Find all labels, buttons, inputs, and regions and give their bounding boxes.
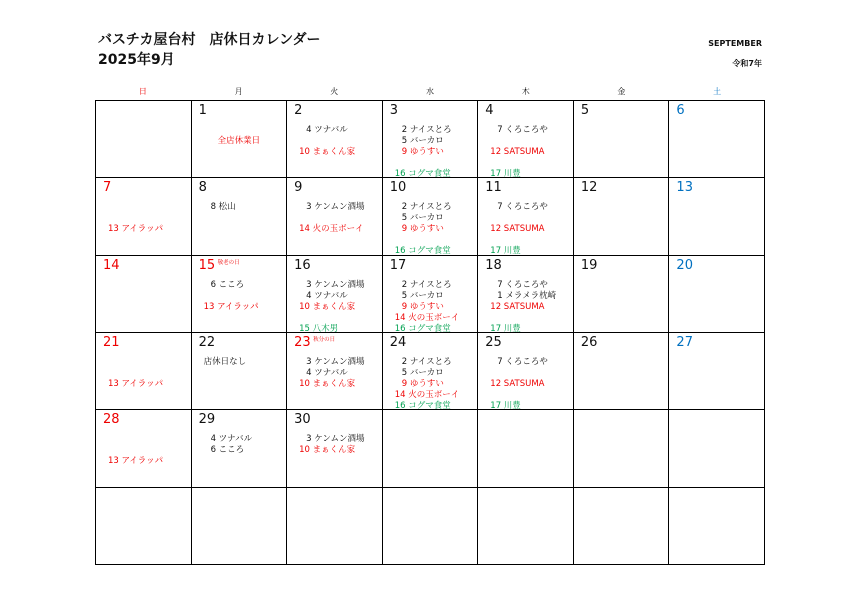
holiday-label: 敬老の日 bbox=[217, 259, 240, 266]
closed-shop-entry: 7 くろころや bbox=[497, 357, 548, 367]
title-month: 2025年9月 bbox=[98, 52, 175, 68]
closed-shop-entry: 13 アイラッパ bbox=[203, 301, 259, 312]
day-cell bbox=[478, 410, 574, 487]
day-cell bbox=[574, 178, 670, 255]
day-number: 25 bbox=[485, 335, 502, 350]
closed-shop-entry: 12 SATSUMA bbox=[490, 301, 545, 312]
day-cell bbox=[669, 101, 765, 178]
day-number: 2 bbox=[294, 103, 303, 118]
closed-shop-entry: 9 ゆうすい bbox=[401, 224, 444, 235]
closed-shop-entry: 5 バーカロ bbox=[401, 368, 444, 378]
closed-shop-entry: 8 松山 bbox=[210, 202, 236, 213]
day-number: 26 bbox=[580, 335, 598, 350]
closed-shop-entry: 16 コグマ食堂 bbox=[394, 401, 451, 411]
day-cell bbox=[669, 410, 765, 487]
closed-shop-entry: 7 くろころや bbox=[497, 279, 548, 290]
day-number: 29 bbox=[198, 412, 216, 428]
closed-shop-entry: 4 ツナバル bbox=[306, 125, 348, 135]
closed-shop-entry: 10 まぁくん家 bbox=[299, 147, 356, 157]
day-number: 7 bbox=[103, 180, 112, 196]
closed-shop-entry: 4 ツナバル bbox=[306, 368, 348, 378]
weekday-fri: 金 bbox=[617, 87, 626, 96]
weekday-header bbox=[95, 86, 765, 100]
closed-shop-entry: 7 くろころや bbox=[497, 202, 548, 213]
day-cell bbox=[287, 101, 383, 178]
closed-shop-entry: 13 アイラッパ bbox=[108, 224, 164, 235]
day-cell bbox=[383, 256, 479, 333]
day-cell bbox=[574, 256, 670, 333]
closed-shop-entry: 6 こころ bbox=[210, 279, 245, 290]
day-cell bbox=[96, 256, 192, 333]
day-number: 15 bbox=[198, 257, 216, 273]
day-number: 22 bbox=[198, 335, 216, 350]
day-cell bbox=[478, 488, 574, 565]
day-number: 16 bbox=[294, 257, 311, 273]
closed-shop-entry: 2 ナイスとろ bbox=[401, 125, 452, 135]
day-cell bbox=[383, 101, 479, 178]
day-cell bbox=[287, 333, 383, 410]
day-number: 6 bbox=[676, 103, 685, 118]
day-cell bbox=[192, 101, 288, 178]
closed-shop-entry: 5 バーカロ bbox=[401, 290, 444, 301]
day-number: 3 bbox=[389, 103, 398, 118]
day-cell bbox=[96, 488, 192, 565]
closed-shop-entry: 2 ナイスとろ bbox=[401, 279, 452, 290]
closed-shop-entry: 13 アイラッパ bbox=[108, 456, 164, 467]
closed-shop-entry: 4 ツナバル bbox=[306, 290, 348, 301]
day-cell bbox=[574, 101, 670, 178]
closed-shop-entry: 9 ゆうすい bbox=[401, 147, 444, 157]
closed-shop-entry: 17 川豊 bbox=[490, 169, 521, 179]
day-number: 11 bbox=[485, 180, 502, 196]
day-number: 19 bbox=[580, 257, 598, 273]
closed-shop-entry: 14 火の玉ボーイ bbox=[394, 312, 460, 323]
day-cell bbox=[383, 333, 479, 410]
day-number: 9 bbox=[294, 180, 303, 196]
day-number: 30 bbox=[294, 412, 311, 428]
day-number: 28 bbox=[103, 412, 120, 428]
closed-shop-entry: 17 川豊 bbox=[490, 323, 521, 333]
day-cell bbox=[574, 410, 670, 487]
day-cell bbox=[192, 333, 288, 410]
month-english: SEPTEMBER bbox=[708, 39, 762, 48]
closed-shop-entry: 3 ケンムン酒場 bbox=[306, 357, 365, 367]
closed-shop-entry: 12 SATSUMA bbox=[490, 379, 545, 389]
day-cell bbox=[478, 333, 574, 410]
day-cell bbox=[192, 256, 288, 333]
weekday-mon: 月 bbox=[234, 87, 243, 96]
day-cell bbox=[574, 488, 670, 565]
closed-shop-entry: 4 ツナバル bbox=[210, 434, 253, 445]
day-cell bbox=[478, 178, 574, 255]
day-number: 12 bbox=[580, 180, 598, 196]
day-cell bbox=[669, 256, 765, 333]
day-number: 23 bbox=[294, 335, 311, 350]
day-cell bbox=[96, 410, 192, 487]
calendar-grid bbox=[95, 100, 765, 565]
header-right bbox=[708, 34, 762, 74]
closed-shop-entry: 12 SATSUMA bbox=[490, 147, 545, 157]
title-shop-name: バスチカ屋台村 店休日カレンダー bbox=[98, 32, 321, 48]
closed-shop-entry: 15 八木男 bbox=[299, 323, 339, 333]
day-number: 24 bbox=[389, 335, 407, 350]
closed-shop-entry: 16 コグマ食堂 bbox=[394, 246, 451, 256]
day-number: 18 bbox=[485, 257, 502, 273]
weekday-thu: 木 bbox=[521, 87, 530, 96]
closed-shop-entry: 3 ケンムン酒場 bbox=[306, 434, 365, 445]
day-cell bbox=[287, 178, 383, 255]
closed-shop-entry: 10 まぁくん家 bbox=[299, 301, 356, 312]
closed-shop-entry: 9 ゆうすい bbox=[401, 379, 444, 389]
closed-shop-entry: 2 ナイスとろ bbox=[401, 202, 452, 213]
day-cell bbox=[383, 488, 479, 565]
closed-shop-entry: 14 火の玉ボーイ bbox=[299, 224, 364, 235]
closed-shop-entry: 店休日なし bbox=[203, 357, 247, 367]
day-cell bbox=[192, 488, 288, 565]
day-cell bbox=[96, 101, 192, 178]
day-cell bbox=[192, 410, 288, 487]
day-number: 5 bbox=[580, 103, 590, 118]
era-year: 令和7年 bbox=[732, 59, 762, 68]
weekday-sat: 土 bbox=[713, 87, 722, 96]
closed-shop-entry: 7 くろころや bbox=[497, 125, 548, 135]
day-number: 1 bbox=[198, 103, 207, 118]
day-number: 27 bbox=[676, 335, 693, 350]
day-cell bbox=[287, 410, 383, 487]
day-number: 20 bbox=[676, 257, 693, 273]
day-number: 14 bbox=[103, 257, 120, 273]
closed-shop-entry: 10 まぁくん家 bbox=[299, 379, 356, 389]
closed-shop-entry: 16 コグマ食堂 bbox=[394, 169, 451, 179]
holiday-label: 秋分の日 bbox=[313, 337, 336, 343]
day-cell bbox=[669, 178, 765, 255]
day-cell bbox=[287, 256, 383, 333]
day-cell bbox=[478, 256, 574, 333]
weekday-tue: 火 bbox=[330, 87, 339, 96]
day-number: 21 bbox=[103, 335, 120, 350]
day-number: 10 bbox=[389, 180, 407, 196]
day-cell bbox=[574, 333, 670, 410]
day-cell bbox=[96, 333, 192, 410]
closed-shop-entry: 3 ケンムン酒場 bbox=[306, 279, 365, 290]
closed-shop-entry: 2 ナイスとろ bbox=[401, 357, 452, 367]
day-number: 8 bbox=[198, 180, 207, 196]
day-cell bbox=[192, 178, 288, 255]
day-cell bbox=[669, 333, 765, 410]
closed-shop-entry: 3 ケンムン酒場 bbox=[306, 202, 365, 213]
closed-shop-entry: 5 バーカロ bbox=[401, 136, 444, 146]
weekday-wed: 水 bbox=[425, 87, 434, 96]
day-number: 4 bbox=[485, 103, 494, 118]
closed-shop-entry: 10 まぁくん家 bbox=[299, 445, 356, 456]
day-cell bbox=[383, 178, 479, 255]
calendar-title bbox=[98, 30, 321, 70]
closed-shop-entry: 13 アイラッパ bbox=[108, 379, 164, 389]
closed-shop-entry: 17 川豊 bbox=[490, 401, 521, 411]
day-number: 13 bbox=[676, 180, 693, 196]
closed-shop-entry: 1 メラメラ枕崎 bbox=[497, 290, 557, 301]
closed-shop-entry: 6 こころ bbox=[210, 445, 245, 456]
closed-shop-entry: 14 火の玉ボーイ bbox=[394, 390, 460, 400]
closed-shop-entry: 9 ゆうすい bbox=[401, 301, 444, 312]
day-cell bbox=[287, 488, 383, 565]
closed-shop-entry: 5 バーカロ bbox=[401, 213, 444, 224]
day-cell bbox=[96, 178, 192, 255]
day-cell bbox=[478, 101, 574, 178]
day-number: 17 bbox=[389, 257, 407, 273]
weekday-sun: 日 bbox=[138, 87, 147, 96]
closed-shop-entry: 全店休業日 bbox=[217, 136, 261, 146]
closed-shop-entry: 17 川豊 bbox=[490, 246, 521, 256]
closed-shop-entry: 16 コグマ食堂 bbox=[394, 323, 451, 333]
day-cell bbox=[383, 410, 479, 487]
closed-shop-entry: 12 SATSUMA bbox=[490, 224, 545, 235]
day-cell bbox=[669, 488, 765, 565]
